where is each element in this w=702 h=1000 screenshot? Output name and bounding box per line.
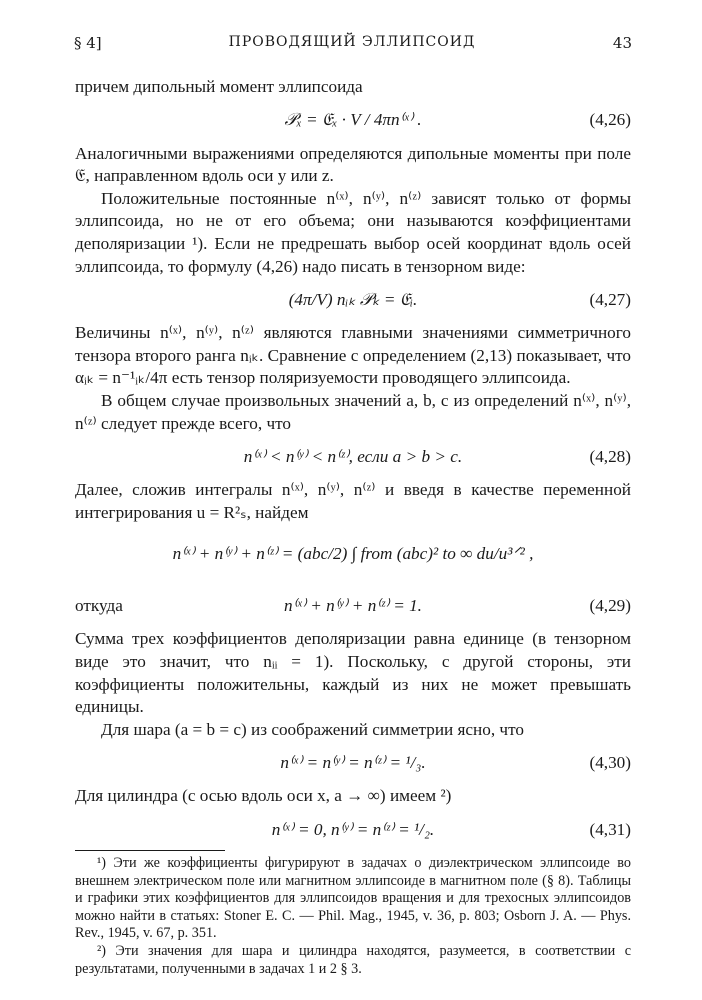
equation-number: (4,31) <box>589 819 631 839</box>
paragraph: Положительные постоянные n⁽ˣ⁾, n⁽ʸ⁾, n⁽ᶻ⁾ зависят только от формы эллипсоида, но не от его объема; они называются коэффициентами деполяризации ¹). Если не предрешать выбор осей координат вдоль осей эллипсоида, то формулу (4,26) надо писать в тензорном виде: <box>75 188 631 276</box>
paragraph: Сумма трех коэффициентов деполяризации равна единице (в тензорном виде это значит, что nᵢᵢ = 1). Поскольку, с другой стороны, эти коэффициенты положительны, каждый из них не может превышать единицы. <box>75 629 631 717</box>
footnotes <box>75 850 631 978</box>
paragraph: причем дипольный момент эллипсоида <box>75 77 363 96</box>
chapter-title: ПРОВОДЯЩИЙ ЭЛЛИПСОИД <box>228 34 476 50</box>
section-label: § 4] <box>74 34 102 52</box>
equation-4-28 <box>75 435 631 479</box>
equation-formula: 𝒫ₓ = 𝔈ₓ · V / 4πn⁽ˣ⁾ . <box>284 110 422 130</box>
equation-number: (4,29) <box>589 596 631 616</box>
equation-formula: (4π/V) nᵢₖ 𝒫ₖ = 𝔈ᵢ. <box>288 289 418 309</box>
paragraph: Величины n⁽ˣ⁾, n⁽ʸ⁾, n⁽ᶻ⁾ являются главными значениями симметричного тензора второго ранга nᵢₖ. Сравнение с определением (2,13) показывает, что αᵢₖ = n⁻¹ᵢₖ/4π есть тензор поляризуемости проводящего эллипсоида. <box>75 323 631 388</box>
paragraph: В общем случае произвольных значений a, b, c из определений n⁽ˣ⁾, n⁽ʸ⁾, n⁽ᶻ⁾ следует прежде всего, что <box>75 390 631 433</box>
paragraph: Для цилиндра (с осью вдоль оси x, a → ∞) имеем ²) <box>75 786 452 806</box>
equation-4-26 <box>75 99 631 143</box>
equation-formula: n⁽ˣ⁾ + n⁽ʸ⁾ + n⁽ᶻ⁾ = 1. <box>284 596 422 616</box>
footnote-1: ¹) Эти же коэффициенты фигурируют в задачах о диэлектрическом эллипсоиде во внешнем электрическом поле или магнитном эллипсоиде в магнитном поле (§ 8). Таблицы и графики этих коэффициентов для эллипсоидов вращения и для трехосных эллипсоидов можно найти в статьях: Stoner E. C. — Phil. Mag., 1945, v. 36, p. 803; Osborn J. A. — Phys. Rev., 1945, v. 67, p. 351. <box>75 855 631 942</box>
equation-4-31 <box>75 808 631 852</box>
page-number: 43 <box>612 34 632 52</box>
equation-integral <box>75 524 631 584</box>
main-text <box>75 76 631 852</box>
paragraph: откуда <box>75 596 123 616</box>
equation-4-29 <box>75 584 631 628</box>
equation-formula: n⁽ˣ⁾ < n⁽ʸ⁾ < n⁽ᶻ⁾, если a > b > c. <box>243 446 463 466</box>
equation-number: (4,26) <box>589 110 631 130</box>
equation-number: (4,28) <box>589 446 631 466</box>
footnote-divider <box>75 850 225 851</box>
paragraph: Аналогичными выражениями определяются дипольные моменты при поле 𝔈, направленном вдоль оси y или z. <box>75 143 631 186</box>
equation-formula: n⁽ˣ⁾ = 0, n⁽ʸ⁾ = n⁽ᶻ⁾ = ¹/₂. <box>271 819 435 839</box>
footnote-2: ²) Эти значения для шара и цилиндра находятся, разумеется, в соответствии с результатами, полученными в задачах 1 и 2 § 3. <box>75 942 631 977</box>
equation-number: (4,27) <box>589 289 631 309</box>
running-header <box>72 34 632 56</box>
equation-4-30 <box>75 741 631 785</box>
paragraph: Для шара (a = b = c) из соображений симметрии ясно, что <box>101 719 524 739</box>
equation-number: (4,30) <box>589 752 631 772</box>
equation-formula: n⁽ˣ⁾ + n⁽ʸ⁾ + n⁽ᶻ⁾ = (abc/2) ∫ from (abc)² to ∞ du/u³ᐟ² , <box>172 544 534 564</box>
paragraph: Далее, сложив интегралы n⁽ˣ⁾, n⁽ʸ⁾, n⁽ᶻ⁾ и введя в качестве переменной интегрирования u = R²ₛ, найдем <box>75 480 631 522</box>
equation-4-27 <box>75 278 631 322</box>
equation-formula: n⁽ˣ⁾ = n⁽ʸ⁾ = n⁽ᶻ⁾ = ¹/₃. <box>280 752 426 772</box>
